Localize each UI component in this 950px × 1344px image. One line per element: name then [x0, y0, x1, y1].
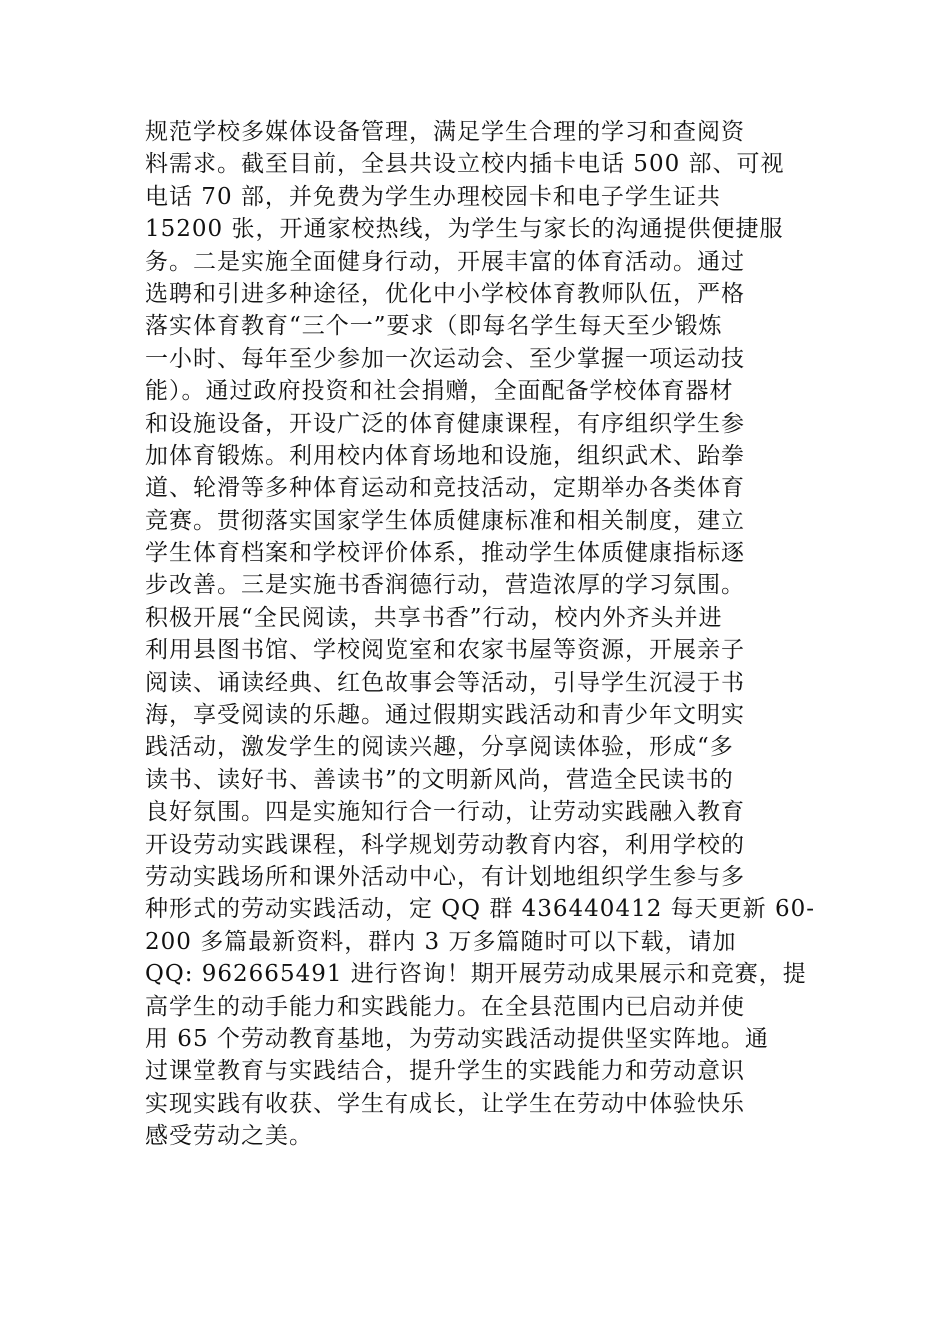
text-line: 积极开展“全民阅读，共享书香”行动，校内外齐头并进 — [145, 604, 723, 631]
text-line: 15200 张，开通家校热线，为学生与家长的沟通提供便捷服 — [145, 216, 784, 243]
text-line: 利用县图书馆、学校阅览室和农家书屋等资源，开展亲子 — [145, 637, 745, 664]
text-line: 读书、读好书、善读书”的文明新风尚，营造全民读书的 — [145, 766, 734, 793]
text-line: 实现实践有收获、学生有成长，让学生在劳动中体验快乐 — [145, 1090, 745, 1117]
text-line: 能）。通过政府投资和社会捐赠，全面配备学校体育器材 — [145, 378, 734, 405]
text-line: 务。二是实施全面健身行动，开展丰富的体育活动。通过 — [145, 248, 745, 275]
text-line: 和设施设备，开设广泛的体育健康课程，有序组织学生参 — [145, 410, 745, 437]
text-line: 加体育锻炼。利用校内体育场地和设施，组织武术、跆拳 — [145, 442, 745, 469]
text-line: 落实体育教育“三个一”要求（即每名学生每天至少锻炼 — [145, 313, 723, 340]
text-line: 竞赛。贯彻落实国家学生体质健康标准和相关制度，建立 — [145, 507, 745, 534]
text-line: 阅读、诵读经典、红色故事会等活动，引导学生沉浸于书 — [145, 669, 745, 696]
text-line: 感受劳动之美。 — [145, 1123, 313, 1150]
text-line: 规范学校多媒体设备管理，满足学生合理的学习和查阅资 — [145, 119, 745, 145]
text-line: 电话 70 部，并免费为学生办理校园卡和电子学生证共 — [145, 183, 721, 210]
text-line: 料需求。截至目前，全县共设立校内插卡电话 500 部、可视 — [145, 151, 785, 178]
text-line: 劳动实践场所和课外活动中心，有计划地组织学生参与多 — [145, 863, 745, 890]
text-line: 良好氛围。四是实施知行合一行动，让劳动实践融入教育 — [145, 799, 745, 826]
text-line: 选聘和引进多种途径，优化中小学校体育教师队伍，严格 — [145, 280, 745, 307]
text-line: 开设劳动实践课程，科学规划劳动教育内容，利用学校的 — [145, 831, 745, 858]
body-text — [145, 116, 815, 1153]
text-line: 200 多篇最新资料，群内 3 万多篇随时可以下载，请加 — [145, 928, 737, 955]
text-line: 种形式的劳动实践活动，定 QQ 群 436440412 每天更新 60- — [145, 896, 816, 923]
text-line: 一小时、每年至少参加一次运动会、至少掌握一项运动技 — [145, 345, 745, 372]
text-line: 用 65 个劳动教育基地，为劳动实践活动提供坚实阵地。通 — [145, 1025, 769, 1052]
text-line: QQ: 962665491 进行咨询！期开展劳动成果展示和竞赛，提 — [145, 961, 807, 988]
text-line: 步改善。三是实施书香润德行动，营造浓厚的学习氛围。 — [145, 572, 745, 599]
text-line: 践活动，激发学生的阅读兴趣，分享阅读体验，形成“多 — [145, 734, 734, 761]
text-line: 高学生的动手能力和实践能力。在全县范围内已启动并使 — [145, 993, 745, 1020]
text-line: 海，享受阅读的乐趣。通过假期实践活动和青少年文明实 — [145, 702, 745, 729]
text-line: 过课堂教育与实践结合，提升学生的实践能力和劳动意识 — [145, 1058, 745, 1085]
text-line: 学生体育档案和学校评价体系，推动学生体质健康指标逐 — [145, 540, 745, 567]
text-line: 道、轮滑等多种体育运动和竞技活动，定期举办各类体育 — [145, 475, 745, 502]
